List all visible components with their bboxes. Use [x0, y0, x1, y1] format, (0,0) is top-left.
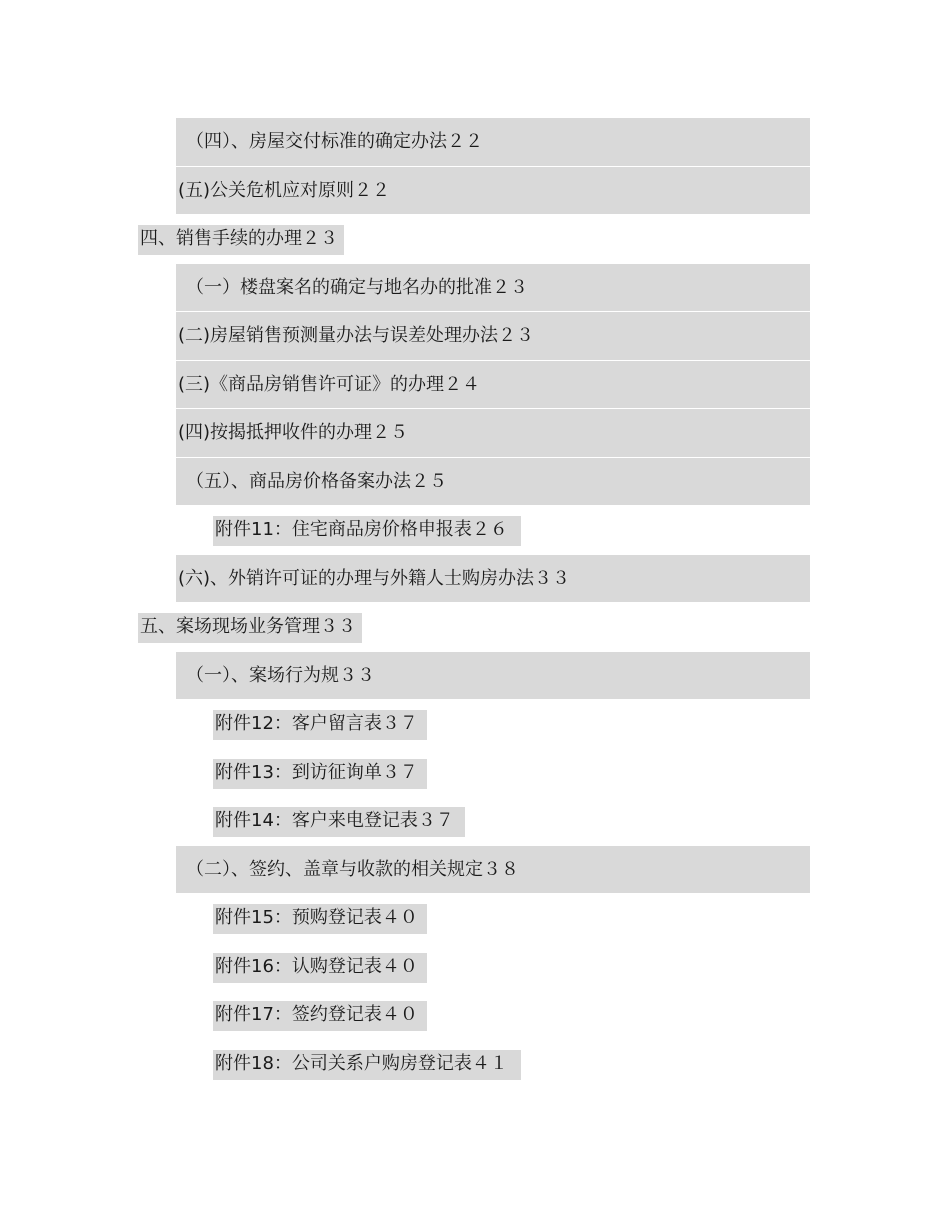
toc-subsection-entry[interactable] [0, 846, 950, 895]
toc-entry-text: 附件13：到访征询单３７ [215, 761, 418, 783]
toc-subsection-entry[interactable] [0, 167, 950, 216]
toc-section-heading[interactable] [0, 215, 950, 264]
toc-entry-text: 附件14：客户来电登记表３７ [215, 810, 454, 831]
toc-subsection-entry[interactable] [0, 361, 950, 410]
toc-entry-text: 附件11：住宅商品房价格申报表２６ [215, 519, 508, 540]
toc-subsection-entry[interactable] [0, 409, 950, 458]
toc-attachment-entry[interactable] [0, 943, 950, 992]
toc-entry-text: 附件17：签约登记表４０ [215, 1004, 418, 1025]
toc-entry-text: （一）楼盘案名的确定与地名办的批准２３ [186, 276, 528, 298]
toc-attachment-entry[interactable] [0, 506, 950, 555]
toc-attachment-entry[interactable] [0, 991, 950, 1040]
toc-entry-text: （二）、签约、盖章与收款的相关规定３８ [186, 858, 519, 880]
toc-entry-text: （四）、房屋交付标准的确定办法２２ [186, 131, 483, 152]
toc-entry-text: (三)《商品房销售许可证》的办理２４ [178, 373, 481, 395]
toc-attachment-entry[interactable] [0, 797, 950, 846]
toc-entry-text: 附件12：客户留言表３７ [215, 713, 418, 734]
toc-entry-text: (五)公关危机应对原则２２ [178, 179, 391, 201]
table-of-contents [0, 118, 950, 1088]
toc-subsection-entry[interactable] [0, 652, 950, 701]
toc-subsection-entry[interactable] [0, 264, 950, 313]
toc-entry-text: (四)按揭抵押收件的办理２５ [178, 422, 409, 443]
toc-entry-text: 附件15：预购登记表４０ [215, 907, 418, 928]
toc-entry-text: 附件18：公司关系户购房登记表４１ [215, 1052, 508, 1074]
toc-attachment-entry[interactable] [0, 894, 950, 943]
toc-subsection-entry[interactable] [0, 458, 950, 507]
toc-entry-text: 四、销售手续的办理２３ [140, 228, 338, 249]
toc-attachment-entry[interactable] [0, 1040, 950, 1089]
toc-entry-text: 五、案场现场业务管理３３ [140, 616, 356, 637]
toc-entry-text: （一）、案场行为规３３ [186, 664, 375, 686]
toc-entry-text: (六)、外销许可证的办理与外籍人士购房办法３３ [178, 567, 571, 589]
toc-entry-text: （五）、商品房价格备案办法２５ [186, 470, 447, 492]
toc-attachment-entry[interactable] [0, 749, 950, 798]
toc-entry-text: (二)房屋销售预测量办法与误差处理办法２３ [178, 325, 535, 346]
toc-attachment-entry[interactable] [0, 700, 950, 749]
toc-section-heading[interactable] [0, 603, 950, 652]
toc-subsection-entry[interactable] [0, 555, 950, 604]
toc-subsection-entry[interactable] [0, 312, 950, 361]
toc-entry-text: 附件16：认购登记表４０ [215, 955, 418, 977]
toc-subsection-entry[interactable] [0, 118, 950, 167]
